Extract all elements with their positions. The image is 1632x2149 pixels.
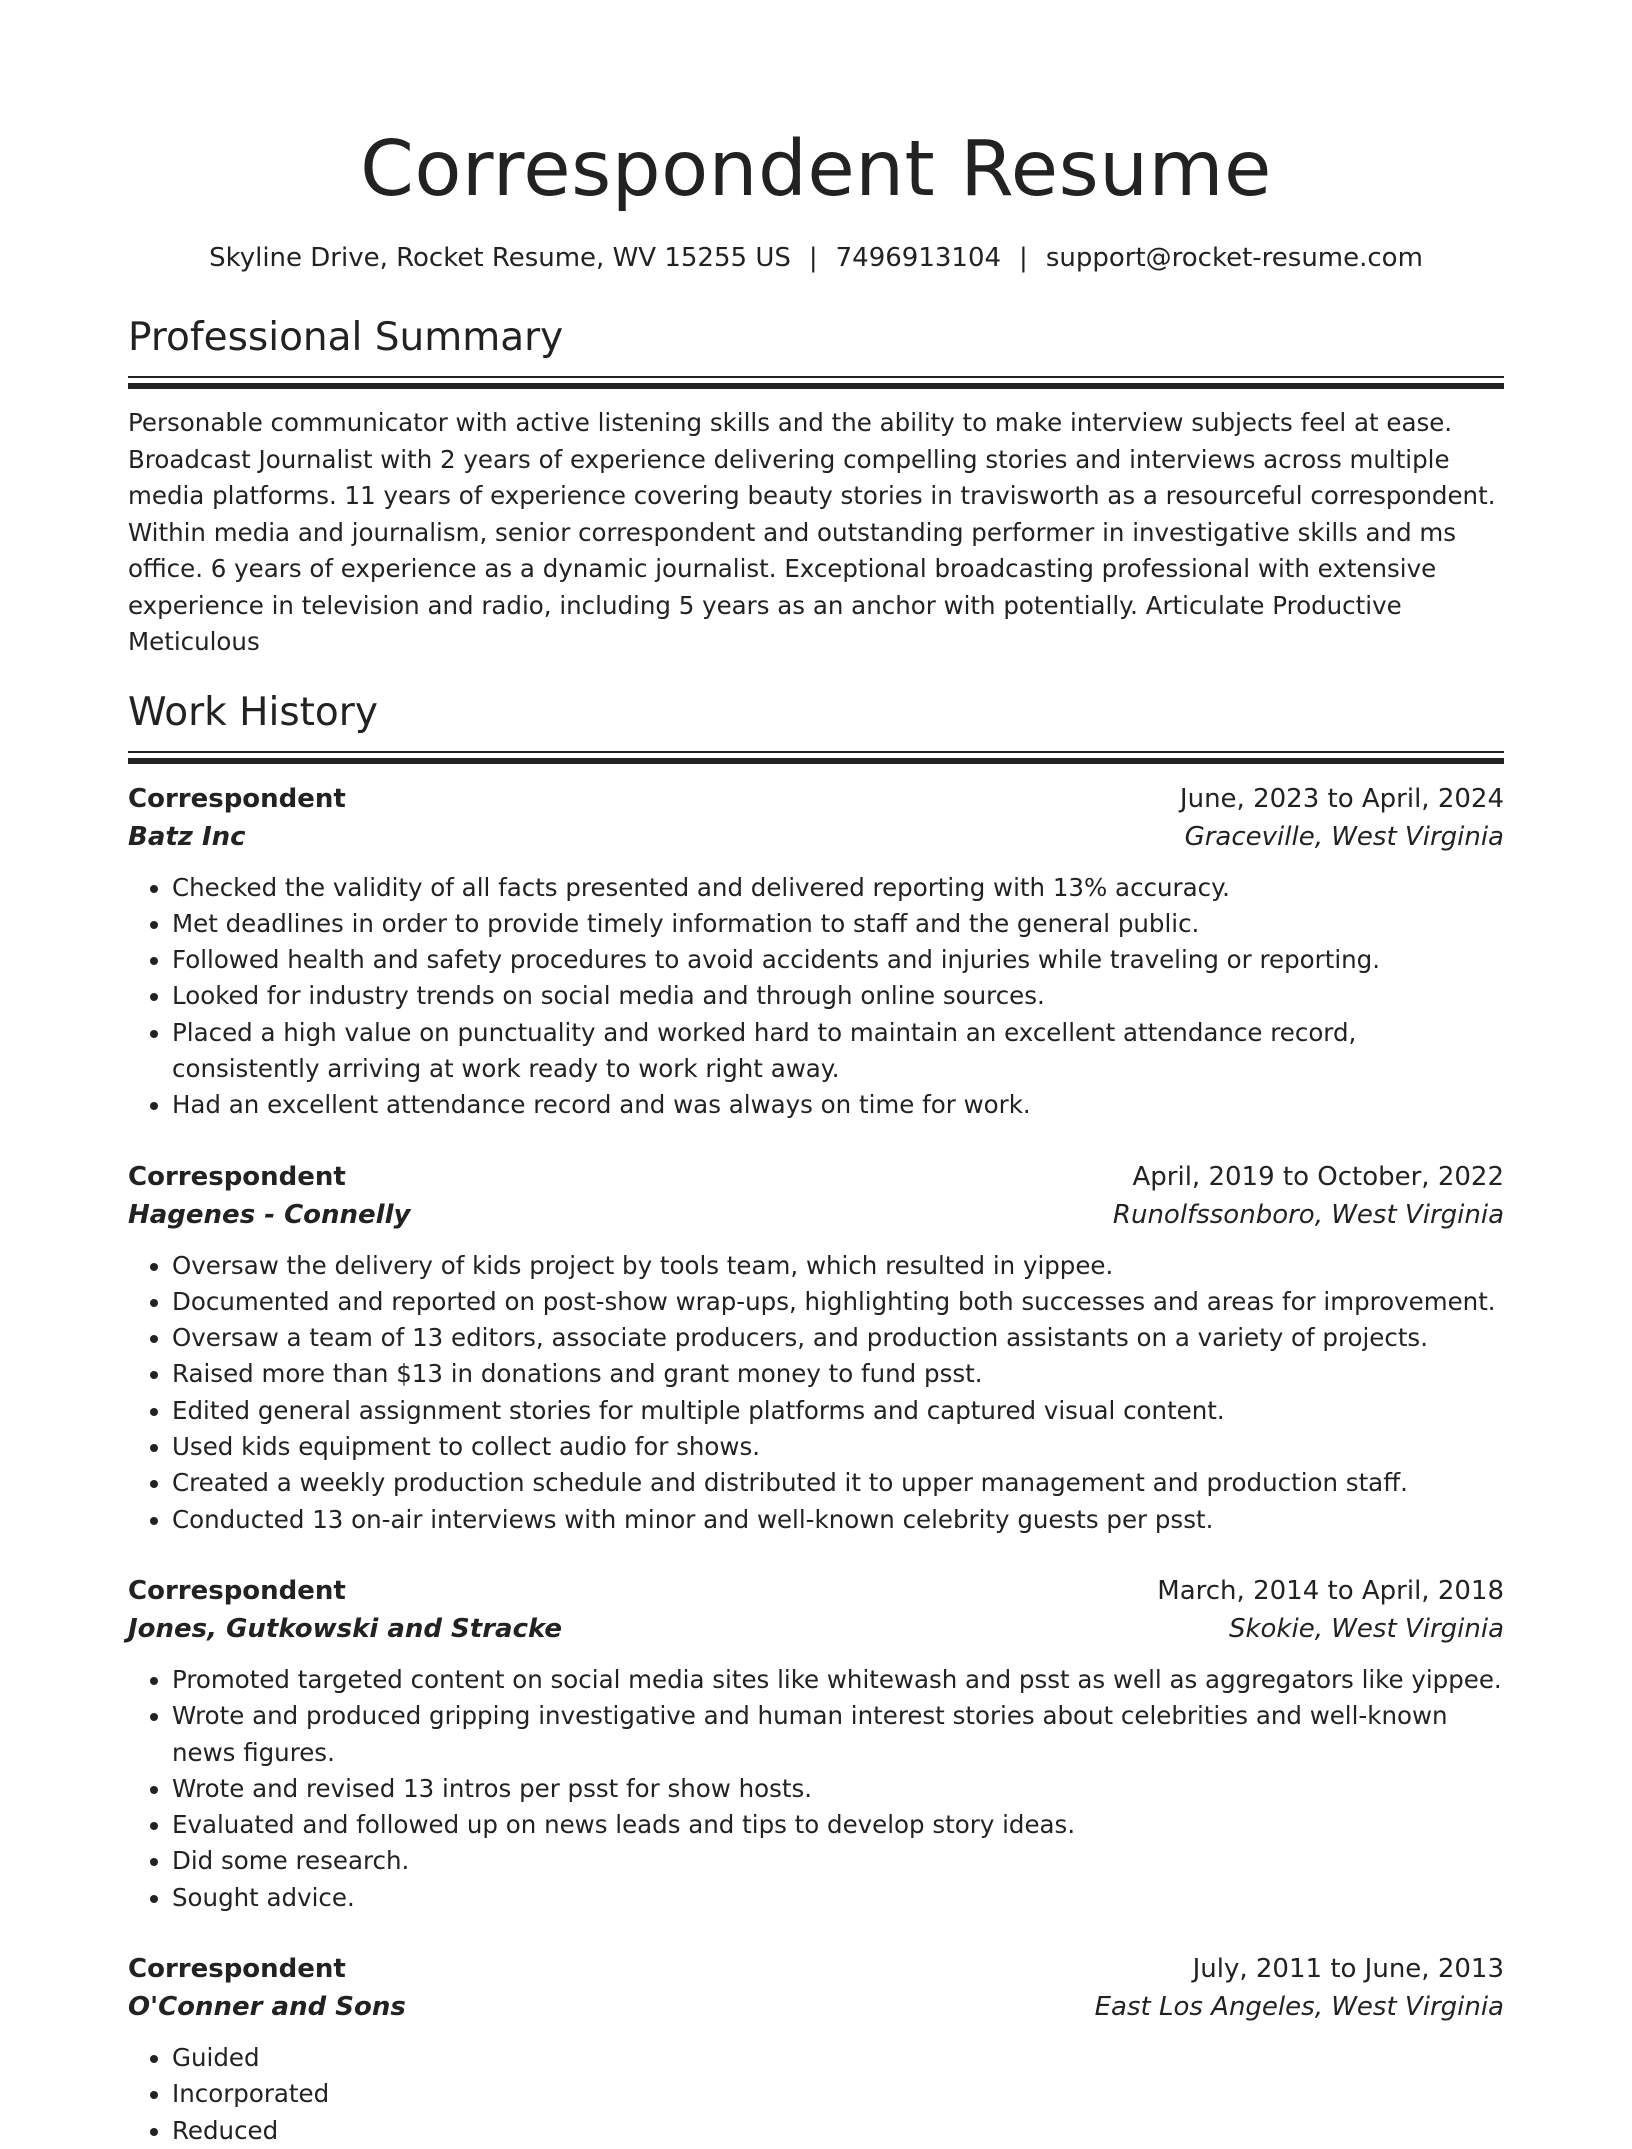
job-bullet: • Conducted 13 on-air interviews with minor and well-known celebrity guests per psst. — [172, 1502, 1504, 1538]
job-header-row — [128, 1572, 1504, 1610]
job-entry — [128, 1950, 1504, 2149]
resume-title: Correspondent Resume — [360, 125, 1272, 214]
contact-separator: | — [808, 243, 818, 273]
job-dates: July, 2011 to June, 2013 — [1192, 1954, 1504, 1985]
job-bullet: • Promoted targeted content on social media sites like whitewash and psst as well as aggregators like yippee. — [172, 1662, 1504, 1698]
job-title: Correspondent — [128, 783, 346, 814]
job-bullet: • Created a weekly production schedule and distributed it to upper management and production staff. — [172, 1465, 1504, 1501]
job-bullet: • Met deadlines in order to provide timely information to staff and the general public. — [172, 906, 1504, 942]
job-company: Jones, Gutkowski and Stracke — [128, 1613, 562, 1644]
job-bullet: • Sought advice. — [172, 1880, 1504, 1916]
job-title: Correspondent — [128, 1954, 346, 1985]
job-location: Runolfssonboro, West Virginia — [1112, 1199, 1504, 1230]
job-bullet: • Raised more than $13 in donations and grant money to fund psst. — [172, 1356, 1504, 1392]
job-bullet: • Documented and reported on post-show wrap-ups, highlighting both successes and areas for improvement. — [172, 1284, 1504, 1320]
job-company-row — [128, 1196, 1504, 1234]
job-bullet: • Reduced — [172, 2113, 1504, 2149]
job-title: Correspondent — [128, 1575, 346, 1606]
summary-text: Personable communicator with active listening skills and the ability to make interview subjects feel at ease. Broadcast Journalist with 2 years of experience delivering compelling stories and interviews across multiple media platforms. 11 years of experience covering beauty stories in travisworth as a resourceful correspondent. Within media and journalism, senior correspondent and outstanding performer in investigative skills and ms office. 6 years of experience as a dynamic journalist. Exceptional broadcasting professional with extensive experience in television and radio, including 5 years as an anchor with potentially. Articulate Productive Meticulous — [128, 408, 1496, 656]
job-bullet: • Did some research. — [172, 1843, 1504, 1879]
job-company-row — [128, 1610, 1504, 1648]
job-bullet: • Placed a high value on punctuality and worked hard to maintain an excellent attendance record, consistently arriving at work ready to work right away. — [172, 1015, 1504, 1088]
job-dates: March, 2014 to April, 2018 — [1157, 1575, 1504, 1606]
section-divider — [128, 751, 1504, 764]
job-header-row — [128, 1950, 1504, 1988]
job-bullet: • Followed health and safety procedures to avoid accidents and injuries while traveling or reporting. — [172, 942, 1504, 978]
job-dates: June, 2023 to April, 2024 — [1179, 783, 1504, 814]
job-bullet: • Guided — [172, 2040, 1504, 2076]
job-bullet: • Edited general assignment stories for multiple platforms and captured visual content. — [172, 1393, 1504, 1429]
job-bullet: • Had an excellent attendance record and was always on time for work. — [172, 1087, 1504, 1123]
job-bullet: • Wrote and revised 13 intros per psst for show hosts. — [172, 1771, 1504, 1807]
job-bullet: • Incorporated — [172, 2076, 1504, 2112]
section-title-summary: Professional Summary — [128, 315, 564, 360]
section-title-work-history: Work History — [128, 689, 378, 735]
section-header — [128, 314, 1504, 389]
job-bullet-list — [128, 1248, 1504, 1538]
job-location: Skokie, West Virginia — [1228, 1613, 1504, 1644]
work-history-section — [128, 689, 1504, 2149]
job-entry — [128, 1158, 1504, 1538]
contact-separator: | — [1019, 243, 1028, 273]
contact-line — [128, 242, 1504, 274]
job-entry — [128, 780, 1504, 1124]
job-company: Batz Inc — [128, 821, 246, 852]
job-header-row — [128, 1158, 1504, 1196]
job-company-row — [128, 1988, 1504, 2026]
job-location: East Los Angeles, West Virginia — [1094, 1992, 1504, 2023]
job-company-row — [128, 818, 1504, 856]
job-bullet: • Wrote and produced gripping investigative and human interest stories about celebrities and well-known news figures. — [172, 1698, 1504, 1771]
contact-address: Skyline Drive, Rocket Resume, WV 15255 US — [209, 243, 791, 273]
job-location: Graceville, West Virginia — [1184, 821, 1504, 852]
job-header-row — [128, 780, 1504, 818]
section-header — [128, 689, 1504, 764]
job-bullet-list — [128, 2040, 1504, 2149]
job-bullet-list — [128, 870, 1504, 1124]
job-entry — [128, 1572, 1504, 1916]
job-title: Correspondent — [128, 1161, 346, 1192]
job-bullet: • Evaluated and followed up on news leads and tips to develop story ideas. — [172, 1807, 1504, 1843]
job-company: Hagenes - Connelly — [128, 1199, 411, 1230]
job-bullet: • Oversaw a team of 13 editors, associate producers, and production assistants on a variety of projects. — [172, 1320, 1504, 1356]
professional-summary-section — [128, 314, 1504, 661]
contact-phone: 7496913104 — [835, 243, 1002, 273]
job-list — [128, 780, 1504, 2149]
contact-email: support@rocket-resume.com — [1045, 243, 1423, 273]
job-bullet: • Oversaw the delivery of kids project by tools team, which resulted in yippee. — [172, 1248, 1504, 1284]
job-bullet-list — [128, 1662, 1504, 1916]
job-company: O'Conner and Sons — [128, 1992, 406, 2023]
section-divider — [128, 376, 1504, 389]
job-bullet: • Used kids equipment to collect audio for shows. — [172, 1429, 1504, 1465]
job-bullet: • Checked the validity of all facts presented and delivered reporting with 13% accuracy. — [172, 870, 1504, 906]
job-bullet: • Looked for industry trends on social media and through online sources. — [172, 978, 1504, 1014]
job-dates: April, 2019 to October, 2022 — [1132, 1161, 1504, 1192]
